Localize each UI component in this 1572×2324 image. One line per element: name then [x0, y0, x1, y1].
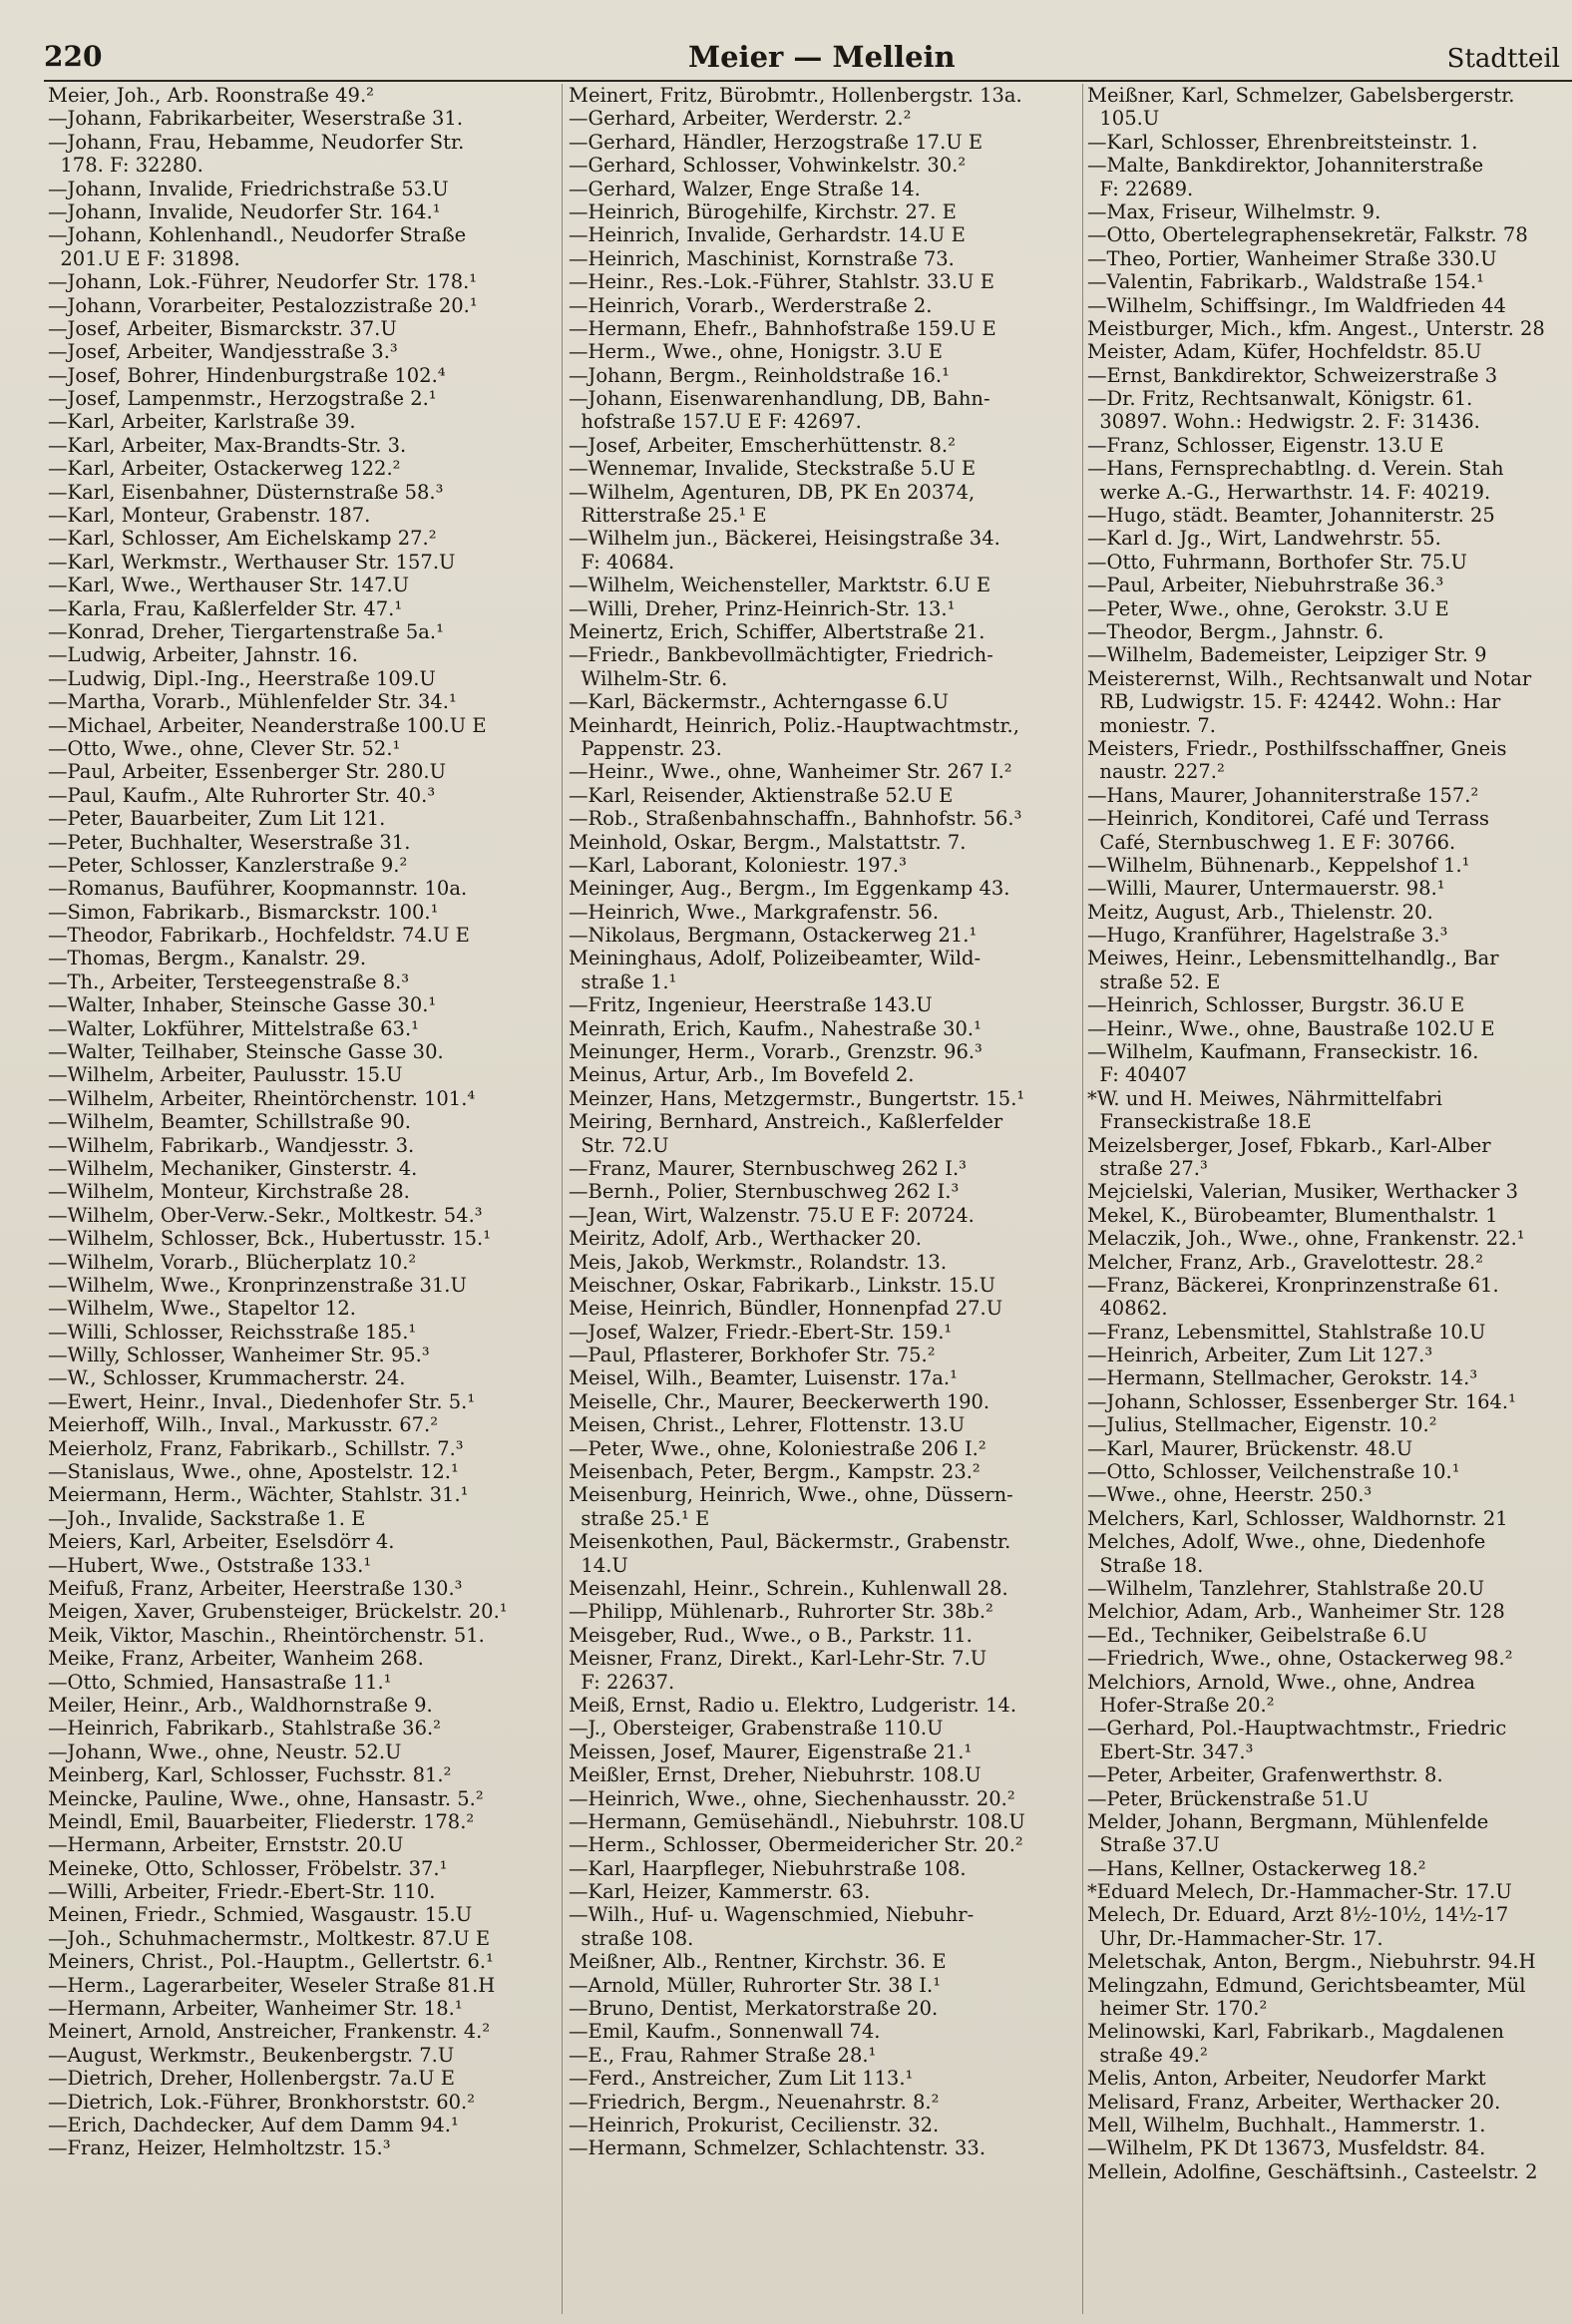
- directory-entry-line: —Wilhelm, Wwe., Kronprinzenstraße 31.U: [48, 1273, 467, 1297]
- directory-column-3: [1087, 84, 1572, 2183]
- directory-entry-line: —Paul, Pflasterer, Borkhofer Str. 75.²: [569, 1344, 936, 1367]
- directory-entry-line: —Paul, Arbeiter, Essenberger Str. 280.U: [48, 760, 447, 784]
- directory-entry-line: 201.U E F: 31898.: [48, 246, 240, 270]
- directory-entry-line: —Heinrich, Vorarb., Werderstraße 2.: [569, 293, 933, 317]
- directory-entry-line: —Josef, Lampenmstr., Herzogstraße 2.¹: [48, 387, 437, 411]
- directory-entry-line: Meierholz, Franz, Fabrikarb., Schillstr. 7.³: [48, 1436, 464, 1460]
- directory-entry-line: —Peter, Arbeiter, Grafenwerthstr. 8.: [1087, 1763, 1443, 1787]
- directory-entry-line: —Heinrich, Fabrikarb., Stahlstraße 36.²: [48, 1717, 441, 1741]
- directory-entry-line: —Hubert, Wwe., Oststraße 133.¹: [48, 1553, 372, 1577]
- directory-entry-line: 178. F: 32280.: [48, 154, 203, 178]
- directory-entry-line: Melinowski, Karl, Fabrikarb., Magdalenen: [1087, 2020, 1504, 2044]
- directory-entry-line: —Hans, Fernsprechabtlng. d. Verein. Stah: [1087, 457, 1504, 481]
- directory-entry-line: —Otto, Obertelegraphensekretär, Falkstr. 78: [1087, 223, 1528, 247]
- directory-entry-line: —Willi, Schlosser, Reichsstraße 185.¹: [48, 1320, 417, 1344]
- directory-entry-line: Mell, Wilhelm, Buchhalt., Hammerstr. 1.: [1087, 2113, 1486, 2136]
- directory-entry-line: Mejcielski, Valerian, Musiker, Werthacker 3: [1087, 1180, 1519, 1204]
- directory-entry-line: —Heinrich, Prokurist, Cecilienstr. 32.: [569, 2113, 940, 2136]
- directory-entry-line: —Walter, Lokführer, Mittelstraße 63.¹: [48, 1016, 419, 1040]
- directory-entry-line: —Wilhelm, Schlosser, Bck., Hubertusstr. 15.¹: [48, 1227, 492, 1251]
- directory-entry-line: —Rob., Straßenbahnschaffn., Bahnhofstr. 56.³: [569, 807, 1022, 831]
- running-head: Meier — Mellein: [688, 40, 956, 74]
- directory-entry-line: —Otto, Fuhrmann, Borthofer Str. 75.U: [1087, 550, 1467, 574]
- directory-entry-line: —Johann, Schlosser, Essenberger Str. 164.¹: [1087, 1389, 1516, 1413]
- directory-entry-line: Ritterstraße 25.¹ E: [569, 504, 767, 528]
- directory-entry-line: —Wilhelm, Monteur, Kirchstraße 28.: [48, 1180, 410, 1204]
- directory-entry-line: Meißner, Alb., Rentner, Kirchstr. 36. E: [569, 1950, 947, 1974]
- directory-entry-line: Melcher, Franz, Arb., Gravelottestr. 28.²: [1087, 1250, 1484, 1274]
- directory-entry-line: —Hermann, Arbeiter, Wanheimer Str. 18.¹: [48, 1997, 463, 2021]
- directory-entry-line: Meisters, Friedr., Posthilfsschaffner, Gneis: [1087, 736, 1507, 760]
- directory-entry-line: —Ludwig, Arbeiter, Jahnstr. 16.: [48, 643, 358, 667]
- directory-entry-line: —Theo, Portier, Wanheimer Straße 330.U: [1087, 246, 1497, 270]
- directory-entry-line: —Walter, Inhaber, Steinsche Gasse 30.¹: [48, 993, 437, 1017]
- directory-entry-line: —E., Frau, Rahmer Straße 28.¹: [569, 2043, 877, 2067]
- directory-entry-line: F: 40407: [1087, 1063, 1188, 1087]
- directory-entry-line: Meischner, Oskar, Fabrikarb., Linkstr. 15.U: [569, 1273, 996, 1297]
- directory-entry-line: —Gerhard, Schlosser, Vohwinkelstr. 30.²: [569, 154, 967, 178]
- directory-entry-line: —Peter, Buchhalter, Weserstraße 31.: [48, 830, 411, 854]
- directory-entry-line: —Erich, Dachdecker, Auf dem Damm 94.¹: [48, 2113, 459, 2136]
- directory-entry-line: —Wilhelm, Ober-Verw.-Sekr., Moltkestr. 54.³: [48, 1203, 483, 1227]
- directory-entry-line: —Dietrich, Lok.-Führer, Bronkhorststr. 60.²: [48, 2090, 476, 2114]
- directory-entry-line: —Karla, Frau, Kaßlerfelder Str. 47.¹: [48, 596, 403, 620]
- directory-entry-line: —Josef, Arbeiter, Emscherhüttenstr. 8.²: [569, 433, 956, 457]
- directory-entry-line: Melech, Dr. Eduard, Arzt 8½-10½, 14½-17: [1087, 1903, 1509, 1927]
- directory-entry-line: —Franz, Heizer, Helmholtzstr. 15.³: [48, 2136, 391, 2160]
- directory-entry-line: —Philipp, Mühlenarb., Ruhrorter Str. 38b.²: [569, 1600, 993, 1624]
- directory-entry-line: —Bruno, Dentist, Merkatorstraße 20.: [569, 1997, 939, 2021]
- directory-entry-line: Meisenburg, Heinrich, Wwe., ohne, Düssern-: [569, 1483, 1013, 1507]
- directory-entry-line: —Julius, Stellmacher, Eigenstr. 10.²: [1087, 1413, 1437, 1437]
- directory-entry-line: F: 40684.: [569, 550, 675, 574]
- directory-entry-line: —Wilhelm jun., Bäckerei, Heisingstraße 34.: [569, 527, 1000, 551]
- directory-entry-line: —Gerhard, Händler, Herzogstraße 17.U E: [569, 130, 983, 154]
- directory-entry-line: Meier, Joh., Arb. Roonstraße 49.²: [48, 84, 374, 107]
- directory-entry-line: Meinhold, Oskar, Bergm., Malstattstr. 7.: [569, 830, 967, 854]
- directory-entry-line: Meinunger, Herm., Vorarb., Grenzstr. 96.³: [569, 1040, 982, 1064]
- directory-entry-line: —Wilh., Huf- u. Wagenschmied, Niebuhr-: [569, 1903, 975, 1927]
- directory-entry-line: —Franz, Maurer, Sternbuschweg 262 I.³: [569, 1156, 967, 1180]
- directory-entry-line: —Max, Friseur, Wilhelmstr. 9.: [1087, 199, 1381, 223]
- directory-entry-line: —Wilhelm, Arbeiter, Paulusstr. 15.U: [48, 1063, 403, 1087]
- directory-entry-line: Meinert, Arnold, Anstreicher, Frankenstr. 4.²: [48, 2020, 491, 2044]
- directory-entry-line: —Heinrich, Bürogehilfe, Kirchstr. 27. E: [569, 199, 957, 223]
- directory-entry-line: naustr. 227.²: [1087, 760, 1225, 784]
- directory-entry-line: —Malte, Bankdirektor, Johanniterstraße: [1087, 154, 1484, 178]
- directory-entry-line: Meisgeber, Rud., Wwe., o B., Parkstr. 11.: [569, 1623, 973, 1647]
- directory-entry-line: Meierhoff, Wilh., Inval., Markusstr. 67.²: [48, 1413, 439, 1437]
- directory-entry-line: —Peter, Brückenstraße 51.U: [1087, 1786, 1370, 1810]
- directory-entry-line: —Johann, Invalide, Neudorfer Str. 164.¹: [48, 199, 441, 223]
- directory-entry-line: Meißler, Ernst, Dreher, Niebuhrstr. 108.U: [569, 1763, 982, 1787]
- directory-entry-line: —Hans, Maurer, Johanniterstraße 157.²: [1087, 783, 1479, 807]
- directory-entry-line: Meinus, Artur, Arb., Im Bovefeld 2.: [569, 1063, 915, 1087]
- directory-entry-line: —Hugo, Kranführer, Hagelstraße 3.³: [1087, 924, 1448, 948]
- directory-entry-line: Meiselle, Chr., Maurer, Beeckerwerth 190.: [569, 1389, 990, 1413]
- directory-entry-line: Melis, Anton, Arbeiter, Neudorfer Markt: [1087, 2067, 1486, 2091]
- directory-entry-line: —Franz, Lebensmittel, Stahlstraße 10.U: [1087, 1320, 1486, 1344]
- directory-entry-line: —Karl, Reisender, Aktienstraße 52.U E: [569, 783, 954, 807]
- directory-entry-line: —Karl, Maurer, Brückenstr. 48.U: [1087, 1436, 1413, 1460]
- directory-entry-line: —Heinrich, Konditorei, Café und Terrass: [1087, 807, 1490, 831]
- directory-entry-line: Meis, Jakob, Werkmstr., Rolandstr. 13.: [569, 1250, 948, 1274]
- directory-entry-line: —Bernh., Polier, Sternbuschweg 262 I.³: [569, 1180, 960, 1204]
- directory-entry-line: —Romanus, Bauführer, Koopmannstr. 10a.: [48, 877, 468, 901]
- directory-entry-line: Meisenzahl, Heinr., Schrein., Kuhlenwall 28.: [569, 1577, 1008, 1600]
- directory-entry-line: —Jean, Wirt, Walzenstr. 75.U E F: 20724.: [569, 1203, 975, 1227]
- directory-entry-line: Hofer-Straße 20.²: [1087, 1693, 1275, 1717]
- directory-entry-line: —Herm., Lagerarbeiter, Weseler Straße 81.H: [48, 1973, 496, 1997]
- directory-entry-line: —Wilhelm, Bühnenarb., Keppelshof 1.¹: [1087, 853, 1470, 877]
- directory-column-1: [48, 84, 557, 2160]
- directory-entry-line: Meininghaus, Adolf, Polizeibeamter, Wild-: [569, 947, 982, 970]
- directory-entry-line: —W., Schlosser, Krummacherstr. 24.: [48, 1366, 406, 1390]
- directory-entry-line: moniestr. 7.: [1087, 713, 1216, 737]
- column-divider: [1082, 84, 1083, 2314]
- directory-entry-line: Melchior, Adam, Arb., Wanheimer Str. 128: [1087, 1600, 1505, 1624]
- directory-entry-line: —Peter, Bauarbeiter, Zum Lit 121.: [48, 807, 386, 831]
- directory-entry-line: —Karl, Laborant, Koloniestr. 197.³: [569, 853, 907, 877]
- directory-entry-line: —Willi, Dreher, Prinz-Heinrich-Str. 13.¹: [569, 596, 956, 620]
- directory-entry-line: Meincke, Pauline, Wwe., ohne, Hansastr. 5.²: [48, 1786, 484, 1810]
- directory-entry-line: F: 22689.: [1087, 177, 1194, 200]
- directory-entry-line: Melchiors, Arnold, Wwe., ohne, Andrea: [1087, 1670, 1476, 1694]
- directory-entry-line: Meinhardt, Heinrich, Poliz.-Hauptwachtmstr.,: [569, 713, 1019, 737]
- directory-entry-line: —Emil, Kaufm., Sonnenwall 74.: [569, 2020, 881, 2044]
- directory-entry-line: —Karl, Arbeiter, Karlstraße 39.: [48, 410, 356, 434]
- directory-entry-line: —Theodor, Fabrikarb., Hochfeldstr. 74.U E: [48, 924, 470, 948]
- directory-entry-line: —Hans, Kellner, Ostackerweg 18.²: [1087, 1856, 1426, 1880]
- directory-entry-line: Meißner, Karl, Schmelzer, Gabelsbergerstr.: [1087, 84, 1515, 107]
- directory-entry-line: —Joh., Invalide, Sackstraße 1. E: [48, 1506, 366, 1530]
- directory-entry-line: —August, Werkmstr., Beukenbergstr. 7.U: [48, 2043, 455, 2067]
- directory-entry-line: straße 52. E: [1087, 969, 1221, 993]
- directory-entry-line: Meisenkothen, Paul, Bäckermstr., Grabenstr.: [569, 1530, 1011, 1554]
- directory-entry-line: —Hermann, Ehefr., Bahnhofstraße 159.U E: [569, 316, 996, 340]
- directory-entry-line: straße 1.¹: [569, 969, 677, 993]
- directory-entry-line: —Josef, Arbeiter, Bismarckstr. 37.U: [48, 316, 397, 340]
- directory-entry-line: —Karl, Haarpfleger, Niebuhrstraße 108.: [569, 1856, 967, 1880]
- directory-entry-line: —Karl, Schlosser, Ehrenbreitsteinstr. 1.: [1087, 130, 1478, 154]
- directory-entry-line: —Martha, Vorarb., Mühlenfelder Str. 34.¹: [48, 690, 457, 714]
- directory-entry-line: —Herm., Wwe., ohne, Honigstr. 3.U E: [569, 340, 944, 364]
- directory-entry-line: Meistburger, Mich., kfm. Angest., Unterstr. 28: [1087, 316, 1545, 340]
- directory-entry-line: —Wilhelm, Vorarb., Blücherplatz 10.²: [48, 1250, 417, 1274]
- directory-entry-line: —Ernst, Bankdirektor, Schweizerstraße 3: [1087, 363, 1498, 387]
- directory-entry-line: —Fritz, Ingenieur, Heerstraße 143.U: [569, 993, 933, 1017]
- directory-entry-line: Meiners, Christ., Pol.-Hauptm., Gellertstr. 6.¹: [48, 1950, 494, 1974]
- directory-entry-line: Meininger, Aug., Bergm., Im Eggenkamp 43.: [569, 877, 1010, 901]
- directory-entry-line: —Friedr., Bankbevollmächtigter, Friedrich-: [569, 643, 993, 667]
- directory-entry-line: Café, Sternbuschweg 1. E F: 30766.: [1087, 830, 1456, 854]
- directory-entry-line: —Willi, Arbeiter, Friedr.-Ebert-Str. 110.: [48, 1880, 436, 1904]
- directory-entry-line: —Wilhelm, Tanzlehrer, Stahlstraße 20.U: [1087, 1577, 1485, 1600]
- directory-entry-line: —Nikolaus, Bergmann, Ostackerweg 21.¹: [569, 924, 978, 948]
- directory-entry-line: werke A.-G., Herwarthstr. 14. F: 40219.: [1087, 480, 1491, 504]
- directory-entry-line: —Wilhelm, PK Dt 13673, Musfeldstr. 84.: [1087, 2136, 1486, 2160]
- directory-entry-line: —Herm., Schlosser, Obermeidericher Str. 20.²: [569, 1833, 1023, 1857]
- directory-entry-line: Uhr, Dr.-Hammacher-Str. 17.: [1087, 1926, 1383, 1950]
- directory-entry-line: —Ferd., Anstreicher, Zum Lit 113.¹: [569, 2067, 914, 2091]
- directory-entry-line: —Hermann, Gemüsehändl., Niebuhrstr. 108.U: [569, 1809, 1025, 1833]
- directory-entry-line: Meik, Viktor, Maschin., Rheintörchenstr. 51.: [48, 1623, 485, 1647]
- directory-entry-line: —Dr. Fritz, Rechtsanwalt, Königstr. 61.: [1087, 387, 1473, 411]
- directory-entry-line: —Heinrich, Wwe., ohne, Siechenhausstr. 20.²: [569, 1786, 1015, 1810]
- directory-entry-line: —Gerhard, Walzer, Enge Straße 14.: [569, 177, 921, 200]
- directory-entry-line: —Josef, Bohrer, Hindenburgstraße 102.⁴: [48, 363, 446, 387]
- directory-entry-line: —J., Obersteiger, Grabenstraße 110.U: [569, 1717, 944, 1741]
- directory-entry-line: —Willi, Maurer, Untermauerstr. 98.¹: [1087, 877, 1445, 901]
- directory-entry-line: —Arnold, Müller, Ruhrorter Str. 38 I.¹: [569, 1973, 942, 1997]
- directory-entry-line: Meister, Adam, Küfer, Hochfeldstr. 85.U: [1087, 340, 1482, 364]
- directory-entry-line: —Josef, Arbeiter, Wandjesstraße 3.³: [48, 340, 398, 364]
- directory-entry-line: —Wilhelm, Mechaniker, Ginsterstr. 4.: [48, 1156, 418, 1180]
- directory-entry-line: Meisenbach, Peter, Bergm., Kampstr. 23.²: [569, 1460, 981, 1484]
- directory-entry-line: 105.U: [1087, 107, 1160, 131]
- directory-entry-line: F: 22637.: [569, 1670, 675, 1694]
- directory-entry-line: —Wilhelm, Beamter, Schillstraße 90.: [48, 1110, 411, 1134]
- directory-entry-line: —Heinrich, Invalide, Gerhardstr. 14.U E: [569, 223, 966, 247]
- directory-entry-line: —Wilhelm, Kaufmann, Franseckistr. 16.: [1087, 1040, 1479, 1064]
- directory-entry-line: —Johann, Bergm., Reinholdstraße 16.¹: [569, 363, 950, 387]
- directory-entry-line: Meindl, Emil, Bauarbeiter, Fliederstr. 178.²: [48, 1809, 475, 1833]
- directory-entry-line: —Stanislaus, Wwe., ohne, Apostelstr. 12.¹: [48, 1460, 459, 1484]
- directory-entry-line: Meissen, Josef, Maurer, Eigenstraße 21.¹: [569, 1740, 973, 1763]
- directory-entry-line: Meinrath, Erich, Kaufm., Nahestraße 30.¹: [569, 1016, 982, 1040]
- directory-entry-line: Meiler, Heinr., Arb., Waldhornstraße 9.: [48, 1693, 433, 1717]
- directory-entry-line: —Wilhelm, Weichensteller, Marktstr. 6.U E: [569, 574, 991, 597]
- directory-entry-line: Meiring, Bernhard, Anstreich., Kaßlerfelder: [569, 1110, 1003, 1134]
- directory-entry-line: Melingzahn, Edmund, Gerichtsbeamter, Mül: [1087, 1973, 1526, 1997]
- directory-entry-line: Melisard, Franz, Arbeiter, Werthacker 20.: [1087, 2090, 1501, 2114]
- directory-entry-line: —Wennemar, Invalide, Steckstraße 5.U E: [569, 457, 977, 481]
- directory-entry-line: straße 49.²: [1087, 2043, 1208, 2067]
- directory-entry-line: —Karl, Bäckermstr., Achterngasse 6.U: [569, 690, 950, 714]
- directory-entry-line: Melchers, Karl, Schlosser, Waldhornstr. 21: [1087, 1506, 1508, 1530]
- directory-entry-line: —Johann, Wwe., ohne, Neustr. 52.U: [48, 1740, 402, 1763]
- directory-entry-line: —Johann, Invalide, Friedrichstraße 53.U: [48, 177, 449, 200]
- directory-entry-line: 40862.: [1087, 1297, 1168, 1321]
- directory-entry-line: Meiritz, Adolf, Arb., Werthacker 20.: [569, 1227, 922, 1251]
- directory-entry-line: Mellein, Adolfine, Geschäftsinh., Casteelstr. 2: [1087, 2159, 1538, 2183]
- directory-entry-line: —Michael, Arbeiter, Neanderstraße 100.U E: [48, 713, 487, 737]
- directory-entry-line: —Ewert, Heinr., Inval., Diedenhofer Str. 5.¹: [48, 1389, 476, 1413]
- directory-entry-line: Meinen, Friedr., Schmied, Wasgaustr. 15.U: [48, 1903, 473, 1927]
- directory-entry-line: straße 25.¹ E: [569, 1506, 710, 1530]
- directory-entry-line: —Wwe., ohne, Heerstr. 250.³: [1087, 1483, 1373, 1507]
- directory-entry-line: Mekel, K., Bürobeamter, Blumenthalstr. 1: [1087, 1203, 1498, 1227]
- directory-entry-line: —Gerhard, Arbeiter, Werderstr. 2.²: [569, 107, 912, 131]
- directory-entry-line: —Heinr., Res.-Lok.-Führer, Stahlstr. 33.U E: [569, 270, 994, 294]
- column-divider: [562, 84, 563, 2314]
- directory-entry-line: —Walter, Teilhaber, Steinsche Gasse 30.: [48, 1040, 444, 1064]
- directory-entry-line: Meisen, Christ., Lehrer, Flottenstr. 13.U: [569, 1413, 966, 1437]
- directory-entry-line: —Johann, Eisenwarenhandlung, DB, Bahn-: [569, 387, 990, 411]
- directory-entry-line: —Johann, Frau, Hebamme, Neudorfer Str.: [48, 130, 465, 154]
- directory-entry-line: 30897. Wohn.: Hedwigstr. 2. F: 31436.: [1087, 410, 1480, 434]
- directory-entry-line: —Dietrich, Dreher, Hollenbergstr. 7a.U E: [48, 2067, 456, 2091]
- directory-entry-line: —Wilhelm, Arbeiter, Rheintörchenstr. 101.⁴: [48, 1086, 476, 1110]
- directory-entry-line: —Otto, Schlosser, Veilchenstraße 10.¹: [1087, 1460, 1460, 1484]
- directory-entry-line: —Otto, Wwe., ohne, Clever Str. 52.¹: [48, 736, 401, 760]
- directory-entry-line: Meitz, August, Arb., Thielenstr. 20.: [1087, 900, 1433, 924]
- directory-entry-line: —Paul, Kaufm., Alte Ruhrorter Str. 40.³: [48, 783, 436, 807]
- directory-entry-line: —Karl, Heizer, Kammerstr. 63.: [569, 1880, 871, 1904]
- directory-entry-line: Meisel, Wilh., Beamter, Luisenstr. 17a.¹: [569, 1366, 958, 1390]
- directory-entry-line: —Karl, Eisenbahner, Düsternstraße 58.³: [48, 480, 444, 504]
- directory-column-2: [569, 84, 1082, 2160]
- directory-entry-line: —Karl, Wwe., Werthauser Str. 147.U: [48, 574, 410, 597]
- directory-entry-line: Str. 72.U: [569, 1133, 669, 1157]
- directory-entry-line: —Heinr., Wwe., ohne, Baustraße 102.U E: [1087, 1016, 1495, 1040]
- directory-entry-line: —Karl, Schlosser, Am Eichelskamp 27.²: [48, 527, 437, 551]
- directory-entry-line: Meinert, Fritz, Bürobmtr., Hollenbergstr. 13a.: [569, 84, 1022, 107]
- directory-entry-line: Meletschak, Anton, Bergm., Niebuhrstr. 94.H: [1087, 1950, 1536, 1974]
- directory-entry-line: —Heinrich, Wwe., Markgrafenstr. 56.: [569, 900, 940, 924]
- directory-entry-line: —Wilhelm, Fabrikarb., Wandjesstr. 3.: [48, 1133, 415, 1157]
- directory-entry-line: RB, Ludwigstr. 15. F: 42442. Wohn.: Har: [1087, 690, 1501, 714]
- directory-entry-line: 14.U: [569, 1553, 628, 1577]
- directory-entry-line: —Th., Arbeiter, Tersteegenstraße 8.³: [48, 969, 410, 993]
- directory-entry-line: —Josef, Walzer, Friedr.-Ebert-Str. 159.¹: [569, 1320, 953, 1344]
- page-header: [0, 40, 1572, 76]
- directory-entry-line: Franseckistraße 18.E: [1087, 1110, 1312, 1134]
- directory-entry-line: heimer Str. 170.²: [1087, 1997, 1268, 2021]
- directory-entry-line: —Wilhelm, Wwe., Stapeltor 12.: [48, 1297, 356, 1321]
- directory-entry-line: —Willy, Schlosser, Wanheimer Str. 95.³: [48, 1344, 430, 1367]
- directory-entry-line: Meiermann, Herm., Wächter, Stahlstr. 31.¹: [48, 1483, 469, 1507]
- directory-entry-line: —Heinrich, Arbeiter, Zum Lit 127.³: [1087, 1344, 1433, 1367]
- directory-entry-line: —Karl, Werkmstr., Werthauser Str. 157.U: [48, 550, 456, 574]
- directory-entry-line: *W. und H. Meiwes, Nährmittelfabri: [1087, 1086, 1442, 1110]
- directory-entry-line: Meinertz, Erich, Schiffer, Albertstraße 21.: [569, 619, 985, 643]
- directory-entry-line: —Valentin, Fabrikarb., Waldstraße 154.¹: [1087, 270, 1484, 294]
- directory-entry-line: Meike, Franz, Arbeiter, Wanheim 268.: [48, 1647, 424, 1671]
- directory-entry-line: —Simon, Fabrikarb., Bismarckstr. 100.¹: [48, 900, 439, 924]
- directory-entry-line: —Karl, Arbeiter, Ostackerweg 122.²: [48, 457, 401, 481]
- directory-entry-line: —Otto, Schmied, Hansastraße 11.¹: [48, 1670, 392, 1694]
- directory-entry-line: —Hugo, städt. Beamter, Johanniterstr. 25: [1087, 504, 1495, 528]
- directory-entry-line: Straße 18.: [1087, 1553, 1204, 1577]
- directory-entry-line: —Karl, Monteur, Grabenstr. 187.: [48, 504, 371, 528]
- directory-entry-line: —Peter, Schlosser, Kanzlerstraße 9.²: [48, 853, 408, 877]
- directory-entry-line: —Ed., Techniker, Geibelstraße 6.U: [1087, 1623, 1428, 1647]
- directory-entry-line: Meinzer, Hans, Metzgermstr., Bungertstr. 15.¹: [569, 1086, 1025, 1110]
- directory-entry-line: —Karl d. Jg., Wirt, Landwehrstr. 55.: [1087, 527, 1441, 551]
- directory-entry-line: straße 108.: [569, 1926, 694, 1950]
- directory-entry-line: Straße 37.U: [1087, 1833, 1220, 1857]
- directory-entry-line: —Heinrich, Schlosser, Burgstr. 36.U E: [1087, 993, 1465, 1017]
- directory-entry-line: Meiers, Karl, Arbeiter, Eselsdörr 4.: [48, 1530, 395, 1554]
- directory-entry-line: Meigen, Xaver, Grubensteiger, Brückelstr. 20.¹: [48, 1600, 508, 1624]
- directory-entry-line: —Konrad, Dreher, Tiergartenstraße 5a.¹: [48, 619, 444, 643]
- directory-entry-line: Meifuß, Franz, Arbeiter, Heerstraße 130.³: [48, 1577, 463, 1600]
- directory-entry-line: Melches, Adolf, Wwe., ohne, Diedenhofe: [1087, 1530, 1486, 1554]
- directory-entry-line: —Ludwig, Dipl.-Ing., Heerstraße 109.U: [48, 666, 436, 690]
- header-rule: [44, 80, 1572, 82]
- directory-entry-line: Meiß, Ernst, Radio u. Elektro, Ludgeristr. 14.: [569, 1693, 1017, 1717]
- directory-entry-line: hofstraße 157.U E F: 42697.: [569, 410, 862, 434]
- directory-entry-line: —Wilhelm, Schiffsingr., Im Waldfrieden 44: [1087, 293, 1506, 317]
- directory-entry-line: —Hermann, Schmelzer, Schlachtenstr. 33.: [569, 2136, 986, 2160]
- directory-entry-line: Melder, Johann, Bergmann, Mühlenfelde: [1087, 1809, 1489, 1833]
- directory-entry-line: —Franz, Schlosser, Eigenstr. 13.U E: [1087, 433, 1444, 457]
- directory-entry-line: —Wilhelm, Bademeister, Leipziger Str. 9: [1087, 643, 1487, 667]
- directory-entry-line: Wilhelm-Str. 6.: [569, 666, 728, 690]
- directory-entry-line: —Gerhard, Pol.-Hauptwachtmstr., Friedric: [1087, 1717, 1507, 1741]
- directory-entry-line: Meisterernst, Wilh., Rechtsanwalt und Notar: [1087, 666, 1532, 690]
- directory-entry-line: —Franz, Bäckerei, Kronprinzenstraße 61.: [1087, 1273, 1499, 1297]
- directory-entry-line: —Karl, Arbeiter, Max-Brandts-Str. 3.: [48, 433, 407, 457]
- directory-entry-line: straße 27.³: [1087, 1156, 1208, 1180]
- directory-entry-line: Meinberg, Karl, Schlosser, Fuchsstr. 81.²: [48, 1763, 452, 1787]
- directory-entry-line: —Hermann, Stellmacher, Gerokstr. 14.³: [1087, 1366, 1478, 1390]
- directory-entry-line: *Eduard Melech, Dr.-Hammacher-Str. 17.U: [1087, 1880, 1512, 1904]
- directory-entry-line: —Friedrich, Bergm., Neuenahrstr. 8.²: [569, 2090, 940, 2114]
- directory-entry-line: Melaczik, Joh., Wwe., ohne, Frankenstr. 22.¹: [1087, 1227, 1525, 1251]
- directory-entry-line: —Johann, Vorarbeiter, Pestalozzistraße 20.¹: [48, 293, 478, 317]
- directory-entry-line: —Thomas, Bergm., Kanalstr. 29.: [48, 947, 367, 970]
- page-number: 220: [44, 40, 103, 73]
- directory-entry-line: —Heinr., Wwe., ohne, Wanheimer Str. 267 I.²: [569, 760, 1012, 784]
- directory-entry-line: —Theodor, Bergm., Jahnstr. 6.: [1087, 619, 1384, 643]
- directory-entry-line: —Joh., Schuhmachermstr., Moltkestr. 87.U E: [48, 1926, 491, 1950]
- directory-entry-line: —Johann, Lok.-Führer, Neudorfer Str. 178.¹: [48, 270, 478, 294]
- directory-entry-line: Meineke, Otto, Schlosser, Fröbelstr. 37.¹: [48, 1856, 448, 1880]
- directory-entry-line: —Johann, Fabrikarbeiter, Weserstraße 31.: [48, 107, 464, 131]
- directory-entry-line: —Friedrich, Wwe., ohne, Ostackerweg 98.²: [1087, 1647, 1513, 1671]
- directory-entry-line: —Hermann, Arbeiter, Ernststr. 20.U: [48, 1833, 404, 1857]
- directory-entry-line: —Heinrich, Maschinist, Kornstraße 73.: [569, 246, 955, 270]
- section-label: Stadtteil: [1446, 44, 1560, 74]
- directory-entry-line: Ebert-Str. 347.³: [1087, 1740, 1254, 1763]
- directory-entry-line: —Peter, Wwe., ohne, Gerokstr. 3.U E: [1087, 596, 1449, 620]
- directory-entry-line: Meizelsberger, Josef, Fbkarb., Karl-Alber: [1087, 1133, 1491, 1157]
- directory-entry-line: —Paul, Arbeiter, Niebuhrstraße 36.³: [1087, 574, 1444, 597]
- directory-entry-line: —Peter, Wwe., ohne, Koloniestraße 206 I.²: [569, 1436, 986, 1460]
- directory-entry-line: Pappenstr. 23.: [569, 736, 722, 760]
- directory-entry-line: —Johann, Kohlenhandl., Neudorfer Straße: [48, 223, 467, 247]
- directory-entry-line: Meiwes, Heinr., Lebensmittelhandlg., Bar: [1087, 947, 1499, 970]
- directory-entry-line: —Wilhelm, Agenturen, DB, PK En 20374,: [569, 480, 976, 504]
- directory-entry-line: Meise, Heinrich, Bündler, Honnenpfad 27.U: [569, 1297, 1003, 1321]
- directory-entry-line: Meisner, Franz, Direkt., Karl-Lehr-Str. 7.U: [569, 1647, 987, 1671]
